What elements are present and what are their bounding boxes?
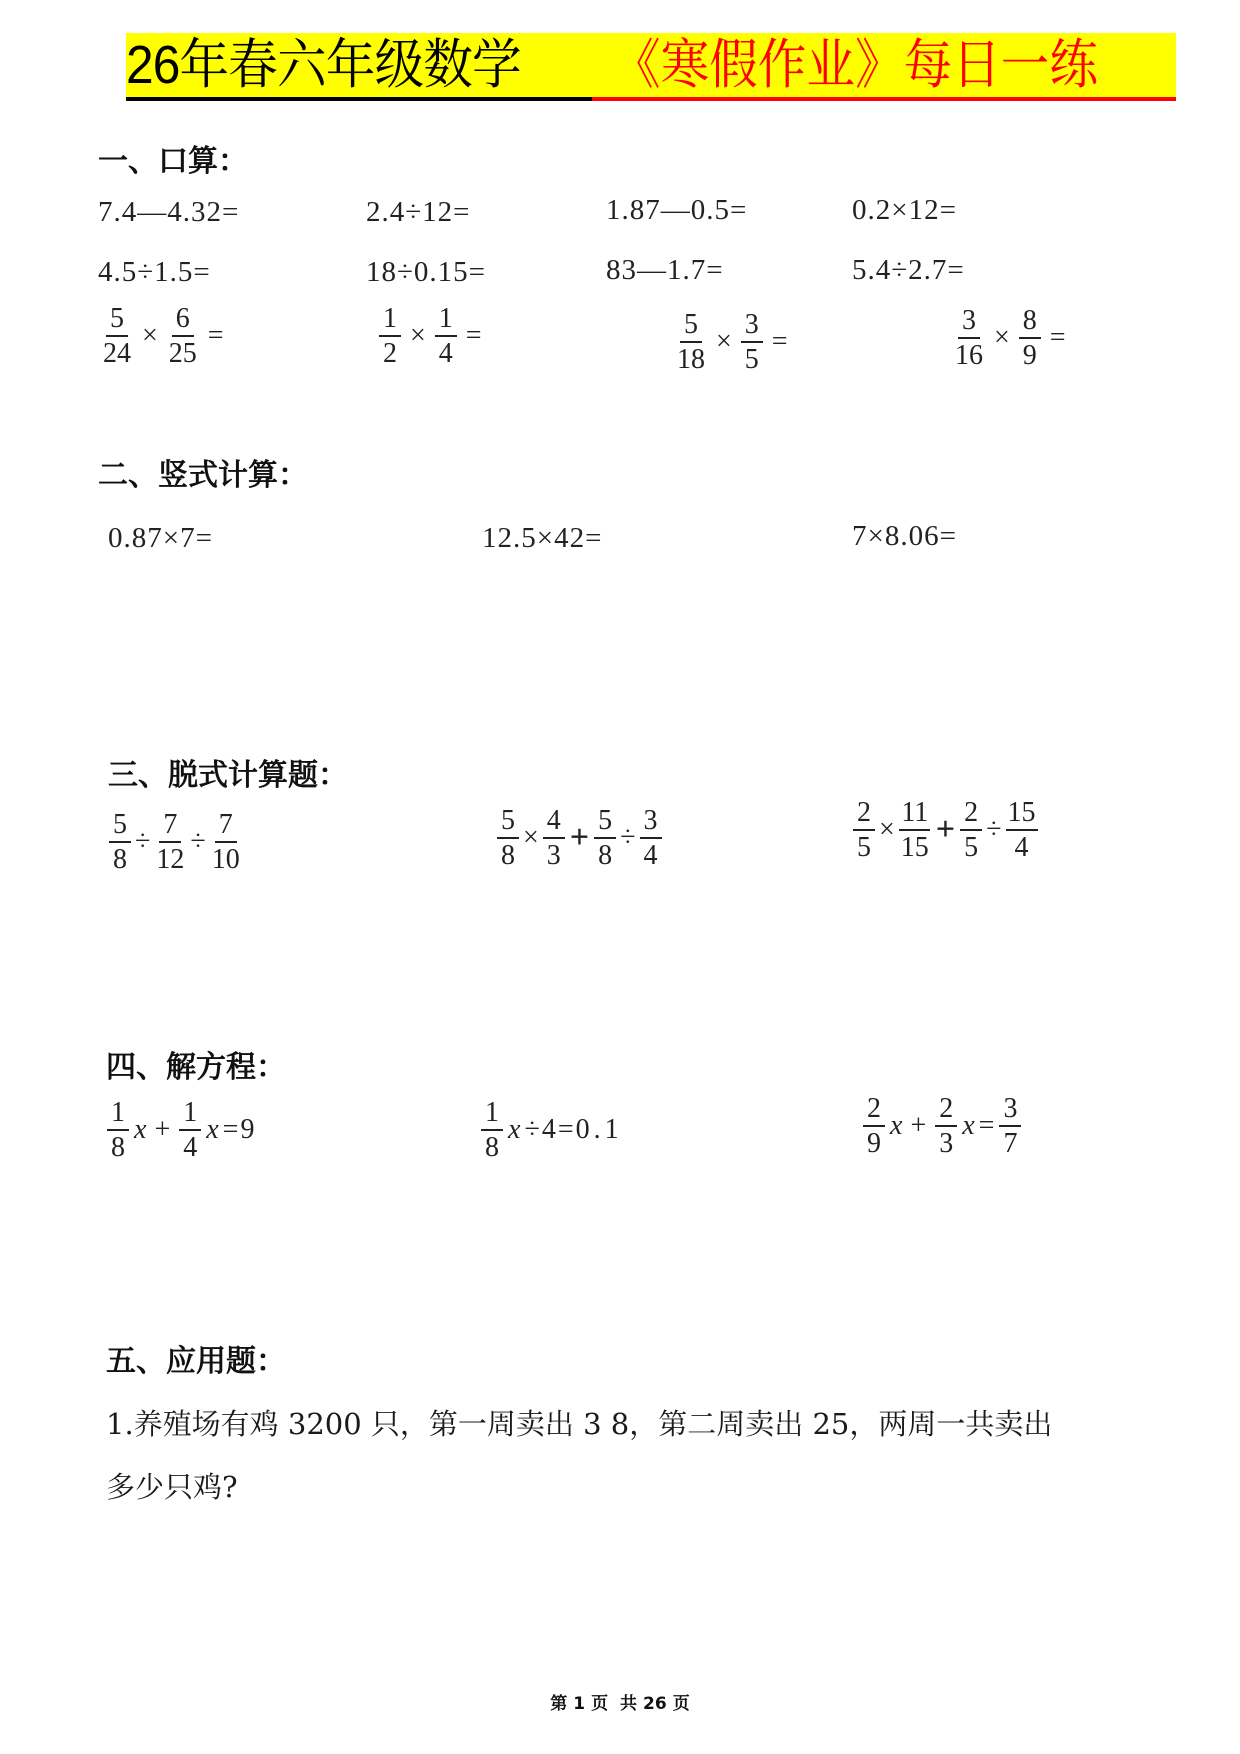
plus-sign: +: [569, 819, 590, 857]
divide-sign: ÷: [190, 826, 206, 858]
current-page: 1: [573, 1694, 586, 1714]
oral-item-1: 7.4—4.32=: [98, 196, 240, 228]
stepwise-calc-3: [850, 798, 1041, 863]
equation-1: [104, 1098, 254, 1163]
variable-x: x: [508, 1114, 521, 1146]
fraction: $\frac{5}{8}$: [497, 806, 519, 871]
divisor: 4: [541, 1114, 556, 1146]
divide-sign: ÷: [524, 1114, 540, 1146]
multiply-sign: ×: [879, 814, 895, 846]
divide-sign: ÷: [620, 822, 636, 854]
title-red-part: 《寒假作业》每日一练: [612, 35, 1098, 95]
divide-sign: ÷: [986, 814, 1002, 846]
fraction: $\frac{3}{5}$: [741, 310, 763, 375]
vertical-calc-1: 0.87×7=: [108, 522, 213, 554]
equals-sign: =: [465, 320, 482, 352]
fraction: $\frac{4}{3}$: [543, 806, 565, 871]
fraction: $\frac{5}{8}$: [109, 810, 131, 875]
fraction: $\frac{1}{2}$: [379, 304, 401, 369]
title-banner: [126, 33, 1176, 97]
fraction: $\frac{5}{24}$: [103, 303, 131, 370]
oral-fraction-2: [376, 304, 488, 369]
oral-item-3: 1.87—0.5=: [606, 194, 748, 226]
multiply-sign: ×: [994, 322, 1010, 354]
oral-fraction-3: [672, 310, 794, 375]
fraction: $\frac{1}{4}$: [179, 1098, 201, 1163]
section-5-title: 五、应用题：: [106, 1344, 286, 1379]
plus-sign: +: [935, 811, 956, 849]
multiply-sign: ×: [716, 326, 732, 358]
stepwise-calc-2: [494, 806, 665, 871]
fraction: $\frac{3}{16}$: [955, 305, 983, 372]
section-3-title: 三、脱式计算题：: [108, 758, 348, 793]
fraction: $\frac{15}{4}$: [1007, 797, 1036, 864]
equation-3: [860, 1094, 1024, 1159]
word-problem-1-line-2: 多少只鸡?: [106, 1470, 238, 1504]
multiply-sign: ×: [410, 320, 426, 352]
equals-sign: =: [978, 1110, 995, 1142]
equals-sign: =: [557, 1114, 574, 1146]
fraction: $\frac{2}{9}$: [863, 1094, 885, 1159]
variable-x: x: [206, 1114, 219, 1146]
plus-sign: +: [910, 1110, 927, 1142]
rhs-value: 0.1: [575, 1114, 623, 1146]
word-problem-1-line-1: 1.养殖场有鸡 3200 只，第一周卖出 3 8，第二周卖出 25，两周一共卖出: [106, 1407, 1053, 1441]
total-pages: 26: [643, 1694, 667, 1714]
vertical-calc-3: 7×8.06=: [852, 520, 957, 552]
fraction: $\frac{2}{5}$: [853, 798, 875, 863]
fraction: $\frac{5}{18}$: [677, 309, 705, 376]
equals-sign: =: [222, 1114, 239, 1146]
plus-sign: +: [154, 1114, 171, 1146]
stepwise-calc-1: [106, 810, 245, 875]
multiply-sign: ×: [523, 822, 539, 854]
variable-x: x: [134, 1114, 147, 1146]
oral-item-6: 18÷0.15=: [366, 256, 487, 288]
fraction: $\frac{11}{15}$: [900, 797, 929, 864]
equation-2: [478, 1098, 623, 1163]
fraction: $\frac{2}{3}$: [935, 1094, 957, 1159]
rhs-value: 9: [240, 1114, 255, 1146]
fraction: $\frac{5}{8}$: [594, 806, 616, 871]
oral-item-5: 4.5÷1.5=: [98, 256, 211, 288]
oral-item-4: 0.2×12=: [852, 194, 957, 226]
fraction: $\frac{7}{12}$: [156, 809, 185, 876]
divide-sign: ÷: [135, 826, 151, 858]
variable-x: x: [962, 1110, 975, 1142]
page-number-footer: 第 1 页 共 26 页: [550, 1694, 690, 1714]
equals-sign: =: [207, 320, 224, 352]
fraction: $\frac{3}{7}$: [999, 1094, 1021, 1159]
fraction: $\frac{1}{4}$: [435, 304, 457, 369]
fraction: $\frac{8}{9}$: [1019, 306, 1041, 371]
equals-sign: =: [771, 326, 788, 358]
title-underline-red: [592, 97, 1176, 101]
fraction: $\frac{1}{8}$: [481, 1098, 503, 1163]
vertical-calc-2: 12.5×42=: [482, 522, 603, 554]
oral-item-7: 83—1.7=: [606, 254, 724, 286]
section-2-title: 二、竖式计算：: [98, 458, 308, 493]
multiply-sign: ×: [142, 320, 158, 352]
fraction: $\frac{2}{5}$: [960, 798, 982, 863]
fraction: $\frac{6}{25}$: [168, 303, 197, 370]
oral-fraction-4: [950, 306, 1072, 371]
oral-item-8: 5.4÷2.7=: [852, 254, 965, 286]
title-black-part: 26年春六年级数学: [126, 35, 521, 95]
section-4-title: 四、解方程：: [106, 1050, 286, 1085]
fraction: $\frac{3}{4}$: [640, 806, 662, 871]
equals-sign: =: [1049, 322, 1066, 354]
title-underline-black: [126, 97, 592, 101]
section-1-title: 一、口算：: [98, 144, 248, 179]
fraction: $\frac{7}{10}$: [211, 809, 240, 876]
fraction: $\frac{1}{8}$: [107, 1098, 129, 1163]
variable-x: x: [890, 1110, 903, 1142]
oral-item-2: 2.4÷12=: [366, 196, 471, 228]
oral-fraction-1: [98, 304, 230, 369]
